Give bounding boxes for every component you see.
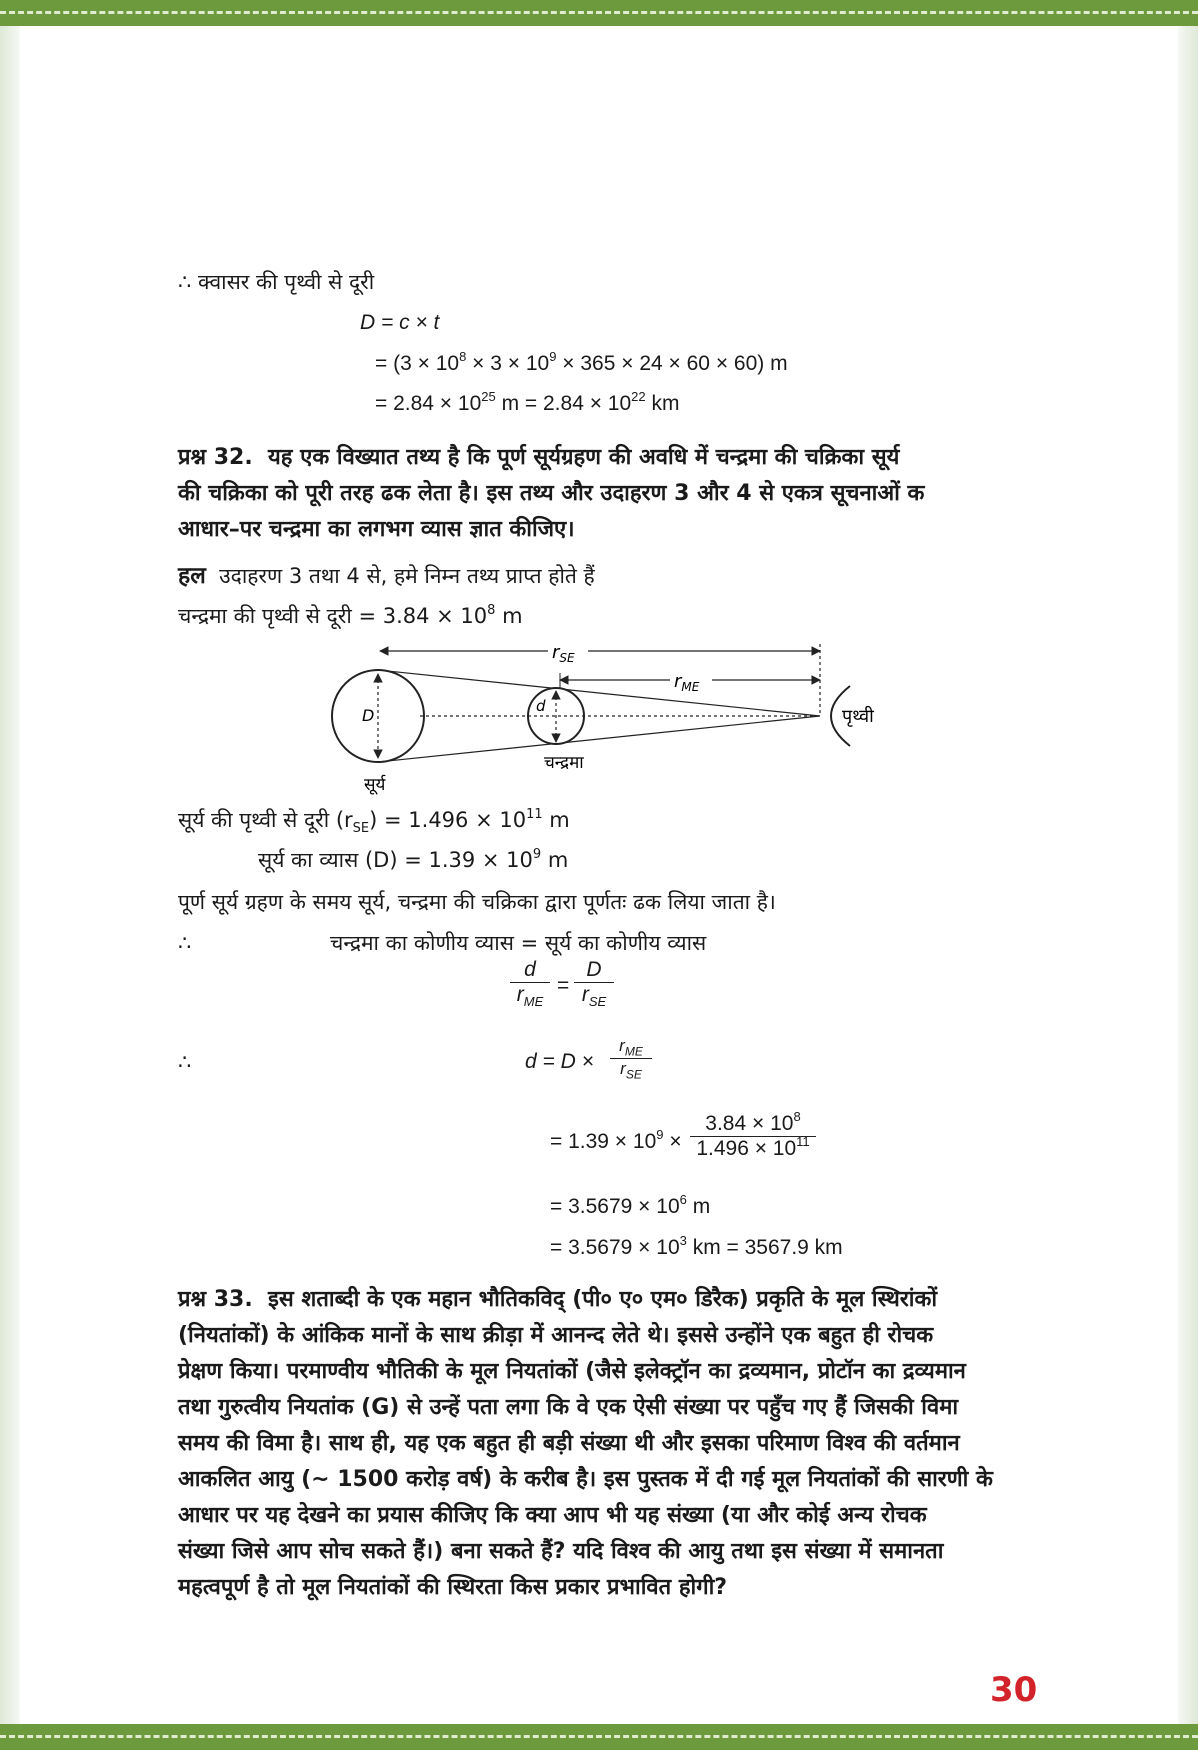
earth-label: पृथ्वी: [842, 706, 874, 727]
q33-line8: संख्या जिसे आप सोच सकते हैं।) बना सकते हैं? यदि विश्व की आयु तथा इस संख्या में समानता: [178, 1539, 944, 1564]
q33-line3: प्रेक्षण किया। परमाण्वीय भौतिकी के मूल नियतांकों (जैसे इलेक्ट्रॉन का द्रव्यमान, प्रोटॉन का द्रव्यमान: [178, 1359, 966, 1384]
q31-calc-line2: = $2.84 \times 10^{25}$ $m = 2.84 \times 10^{22}$ km: [375, 389, 680, 415]
sun-label: सूर्य: [364, 775, 386, 795]
calc-step-2: = $3.5679 \times 10^6$ m: [550, 1192, 711, 1218]
q32-line3: आधार–पर चन्द्रमा का लगभग व्यास ज्ञात कीजिए।: [178, 517, 575, 542]
q31-distance-heading: ∴ क्वासर की पृथ्वी से दूरी: [178, 270, 375, 294]
q32-line2: की चक्रिका को पूरी तरह ढक लेता है। इस तथ्य और उदाहरण 3 और 4 से एकत्र सूचनाओं क: [178, 481, 925, 506]
page-number: 30: [990, 1670, 1038, 1710]
q33-line9: महत्वपूर्ण है तो मूल नियतांकों की स्थिरता किस प्रकार प्रभावित होगी?: [178, 1575, 728, 1600]
q33-line2: (नियतांकों) के आंकिक मानों के साथ क्रीड़ा में आनन्द लेते थे। इससे उन्होंने एक बहुत ही रोचक: [178, 1323, 934, 1348]
d-equation: d = D ×: [525, 1050, 594, 1073]
therefore-symbol-2: ∴: [178, 1050, 192, 1074]
therefore-symbol-1: ∴: [178, 931, 192, 955]
fraction-d-over-rme: d $r_{ME}$: [510, 958, 550, 1009]
r-me-label: $r_{ME}$: [674, 671, 700, 694]
q33-line7: आधार पर यह देखने का प्रयास कीजिए कि क्या आप भी यह संख्या (या और कोई अन्य रोचक: [178, 1503, 927, 1528]
fraction-rme-over-rse: $r_{ME}$ $r_{SE}$: [610, 1036, 652, 1082]
q32-eclipse-statement: पूर्ण सूर्य ग्रहण के समय सूर्य, चन्द्रमा की चक्रिका द्वारा पूर्णतः ढक लिया जाता है।: [178, 890, 776, 914]
fraction-distance-ratio: $\frac{3.84 \times 10^8}{1.496 \times 10^{11}}$: [690, 1112, 816, 1161]
equals-sign: =: [557, 974, 570, 997]
fraction-D-over-rse: D $r_{SE}$: [574, 958, 614, 1009]
r-se-label: $r_{SE}$: [552, 642, 575, 665]
q32-label: प्रश्न 32.: [178, 445, 253, 470]
q32-sun-distance: सूर्य की पृथ्वी से दूरी $(r_{SE}) = 1.496 \times 10^{11}$ m: [178, 807, 570, 837]
q32-angular-equality: चन्द्रमा का कोणीय व्यास = सूर्य का कोणीय व्यास: [330, 931, 707, 955]
q32-line1: प्रश्न 32. यह एक विख्यात तथ्य है कि पूर्ण सूर्यग्रहण की अवधि में चन्द्रमा की चक्रिका सूर्य: [178, 445, 900, 470]
q33-label: प्रश्न 33.: [178, 1287, 253, 1312]
q32-solution-line: हल उदाहरण 3 तथा 4 से, हमे निम्न तथ्य प्राप्त होते हैं: [178, 563, 595, 589]
q31-formula: D = c × t: [360, 311, 440, 334]
sun-diameter-label: D: [362, 706, 375, 725]
eclipse-diagram: [320, 638, 940, 798]
q33-line1: प्रश्न 33. इस शताब्दी के एक महान भौतिकविद् (पी० ए० एम० डिरैक) प्रकृति के मूल स्थिरांकों: [178, 1287, 938, 1312]
q31-calc-line1: = $(3 \times 10^8 \times 3 \times 10^9 \times 365 \times 24 \times 60 \times 60)$ m: [375, 349, 788, 375]
q33-line4: तथा गुरुत्वीय नियतांक (G) से उन्हें पता लगा कि वे एक ऐसी संख्या पर पहुँच गए हैं जिसकी विमा: [178, 1395, 959, 1420]
calc-step-1: = $1.39 \times 10^9$ ×: [550, 1127, 682, 1153]
q32-moon-distance: चन्द्रमा की पृथ्वी से दूरी = $3.84 \times 10^8$ m: [178, 603, 523, 628]
q33-line6: आकलित आयु (~ 1500 करोड़ वर्ष) के करीब है। इस पुस्तक में दी गई मूल नियतांकों की सारणी के: [178, 1467, 993, 1492]
q32-sun-diameter: सूर्य का व्यास $(D) = 1.39 \times 10^9$ m: [258, 847, 569, 872]
q33-line5: समय की विमा है। साथ ही, यह एक बहुत ही बड़ी संख्या थी और इसका परिमाण विश्व की वर्तमान: [178, 1431, 960, 1456]
calc-step-3: = $3.5679 \times 10^3$ km = 3567.9 km: [550, 1233, 843, 1259]
moon-label: चन्द्रमा: [544, 753, 584, 773]
q32-solution-label: हल: [178, 563, 206, 589]
moon-diameter-label: d: [536, 697, 546, 715]
